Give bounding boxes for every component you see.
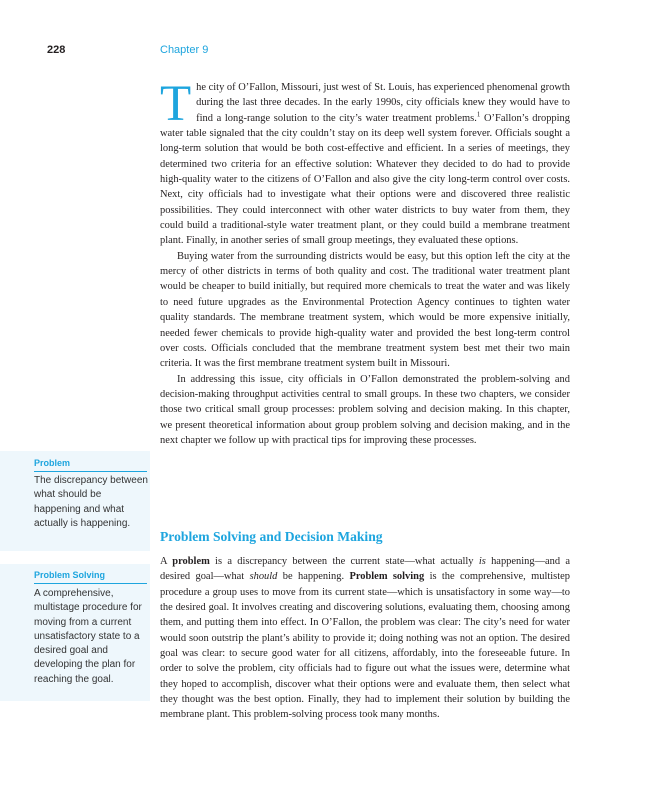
drop-cap: T <box>160 76 192 132</box>
key-term-problem-solving: Problem solving <box>349 571 425 583</box>
intro-paragraph-2: Buying water from the surrounding districts would be easy, but this option left the city at the mercy of other districts in terms of both quality and cost. The traditional water treatment plant would be cheaper to build initially, but required more chemicals to treat the water and was likely to need future upgrades as the Environmental Protection Agency continues to tighten water quality standards. The membrane treatment system, which would be more expensive initially, needed fewer chemicals to provide high-quality water and provided the best long-term control over costs. Officials concluded that the membrane treatment system best met their two main criteria. It was the first membrane treatment system built in Missouri. <box>160 250 570 370</box>
chapter-label: Chapter 9 <box>160 44 209 56</box>
section-text <box>160 554 570 723</box>
section-paragraph: A problem is a discrepancy between the current state—what actually is happening—and a desired goal—what should be happening. Problem solving is the comprehensive, multistep procedure a group uses to move from its current state—which is unsatisfactory in some way—to the desired goal. It involves creating and discovering solutions, evaluating them, choosing among them, and putting them into effect. In O’Fallon, the problem was clear: The city’s need for water would soon outstrip the plant’s ability to provide it; doing nothing was not an option. The desired goal was clear: to secure good water for all citizens, affordably, into the foreseeable future. In order to solve the problem, city officials had to figure out what the issues were, determine what they hoped to accomplish, discover what their options were and evaluate them, then select what they thought was the best option. Finally, they had to implement their solution by building the membrane plant. This problem-solving process took many months. <box>160 556 571 721</box>
margin-note-problem-solving <box>0 564 150 701</box>
page-number: 228 <box>47 44 66 56</box>
margin-rule <box>34 583 147 584</box>
margin-rule <box>34 471 147 472</box>
margin-definition: A comprehensive, multistage procedure for moving from a current unsatisfactory state to a desired goal and developing the plan for reaching the goal. <box>34 588 142 685</box>
margin-term: Problem <box>34 458 71 468</box>
footnote-marker: 1 <box>476 110 481 119</box>
intro-paragraph-1: The city of O’Fallon, Missouri, just west of St. Louis, has experienced phenomenal growth during the last three decades. In the early 1990s, city officials knew they would have to find a long-range solution to the city’s water treatment problems.$^1$ O’Fallon’s dropping water table signaled that the city couldn’t stay on its deep well system forever. Officials sought a long-term solution that would be both cost-effective and efficient. In a series of meetings, they determined two criteria for an effective solution: Whatever they decided to do had to provide high-quality water to the citizens of O’Fallon and also give the city long-term control over costs. Next, city officials had to investigate what their options were and discovered three realistic possibilities. They could interconnect with other water districts to buy water from them, they could build a traditional-style water treatment plant, or they could build a membrane treatment plant. Finally, in another series of small group meetings, they evaluated these options. <box>160 76 570 247</box>
margin-definition: The discrepancy between what should be happening and what actually is happening. <box>34 475 148 529</box>
margin-note-problem <box>0 451 150 551</box>
section-heading: Problem Solving and Decision Making <box>160 529 383 544</box>
margin-term: Problem Solving <box>34 570 106 580</box>
page-header <box>47 44 605 60</box>
intro-paragraph-3: In addressing this issue, city officials in O’Fallon demonstrated the problem-solving and decision-making throughput activities central to small groups. In these two chapters, we consider those two critical small group processes: problem solving and decision making. In this chapter, we present theoretical information about group problem solving and decision making, and in the next chapter we follow up with practical tips for improving these processes. <box>160 373 570 446</box>
key-term-problem: problem <box>172 556 210 567</box>
intro-text <box>160 76 570 448</box>
